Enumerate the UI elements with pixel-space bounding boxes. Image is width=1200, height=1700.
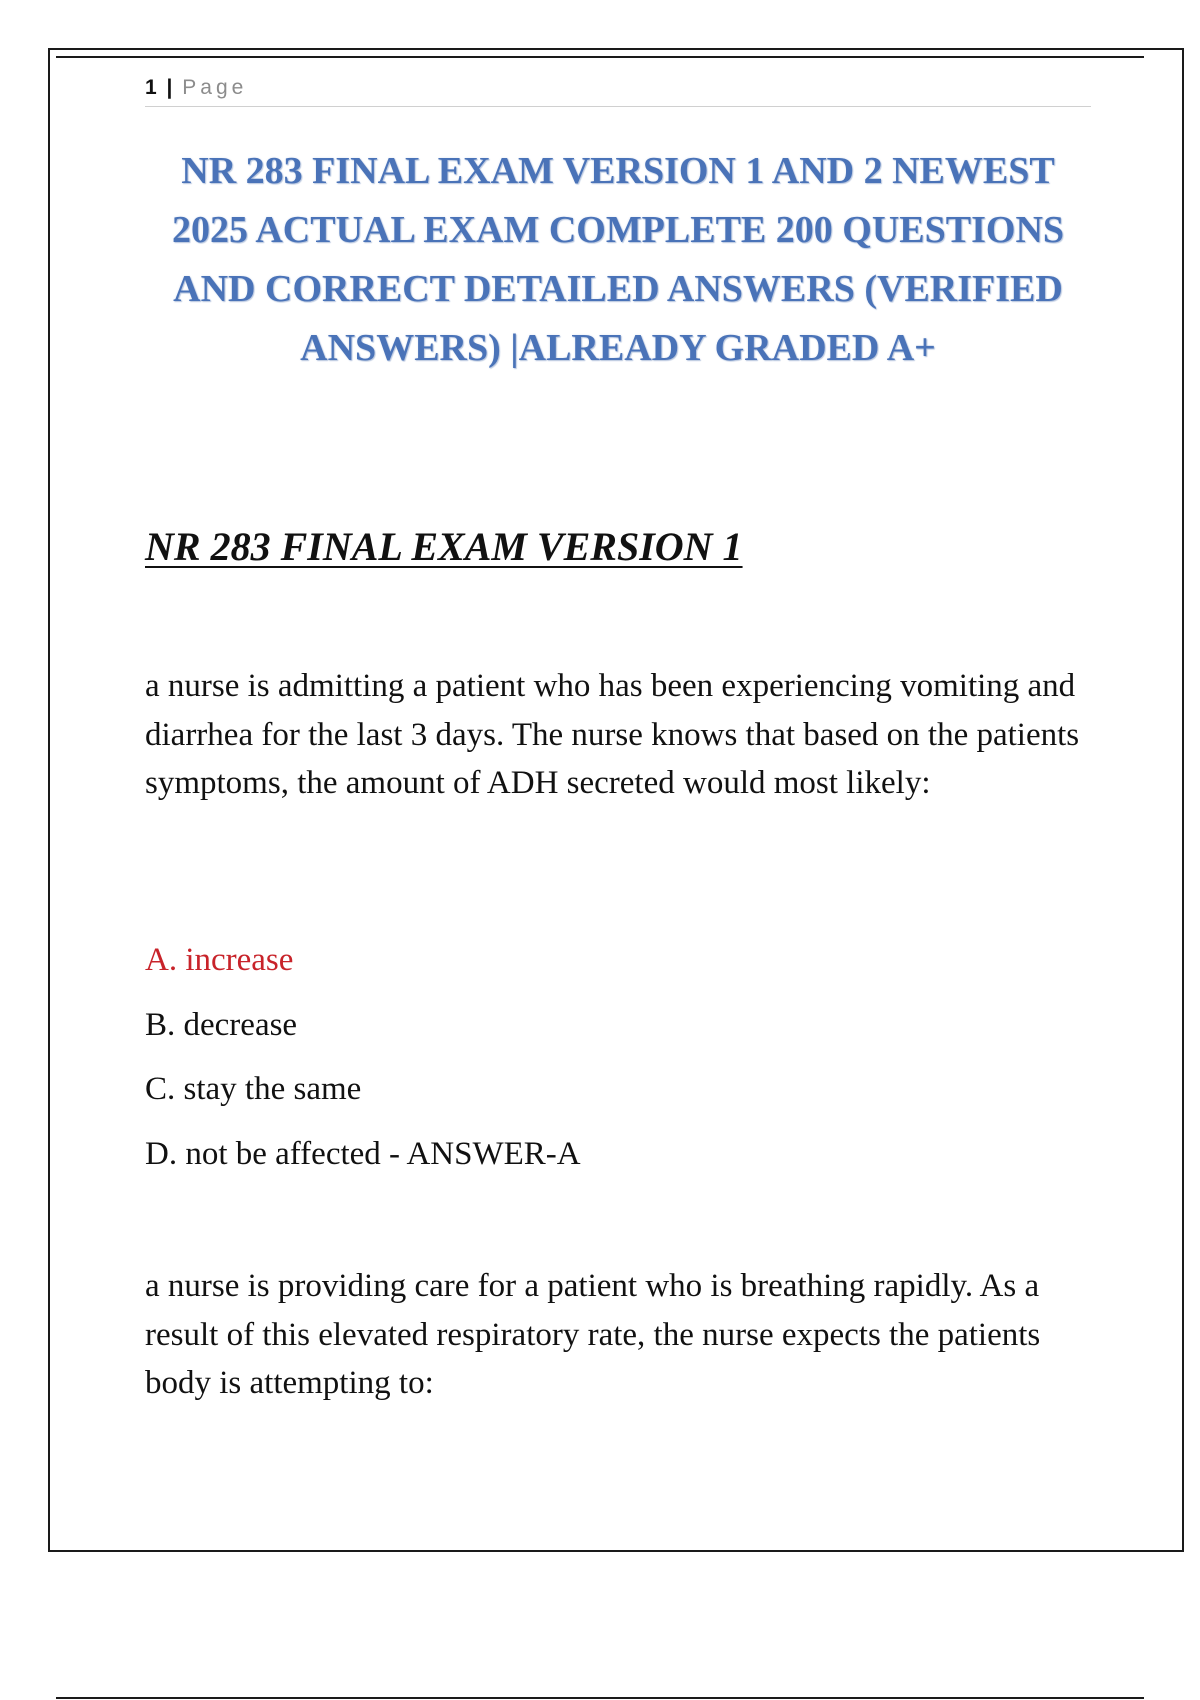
option-b: B. decrease: [145, 1006, 298, 1043]
option-a-correct: A. increase: [145, 942, 294, 978]
option-d-with-answer: D. not be affected - ANSWER-A: [145, 1135, 581, 1172]
bottom-rule: [56, 1697, 1144, 1699]
section-heading: NR 283 FINAL EXAM VERSION 1: [145, 524, 743, 569]
page-header: [145, 72, 1091, 107]
question-2-text: a nurse is providing care for a patient who is breathing rapidly. As a result of this elevated respiratory rate, the nurse expects the patients body is attempting to:: [145, 1268, 1041, 1401]
page-word: Page: [182, 76, 248, 99]
question-1-options: [145, 936, 1095, 1194]
top-rule: [56, 56, 1144, 58]
page-separator: |: [166, 76, 173, 99]
option-c: C. stay the same: [145, 1071, 362, 1107]
question-1-text: a nurse is admitting a patient who has been experiencing vomiting and diarrhea for the last 3 days. The nurse knows that based on the patients symptoms, the amount of ADH secreted would most likely:: [145, 668, 1080, 801]
document-title: NR 283 FINAL EXAM VERSION 1 AND 2 NEWEST 2025 ACTUAL EXAM COMPLETE 200 QUESTIONS AND CORRECT DETAILED ANSWERS (VERIFIED ANSWERS) |ALREADY GRADED A+: [171, 150, 1065, 369]
page-number: 1: [145, 76, 157, 99]
